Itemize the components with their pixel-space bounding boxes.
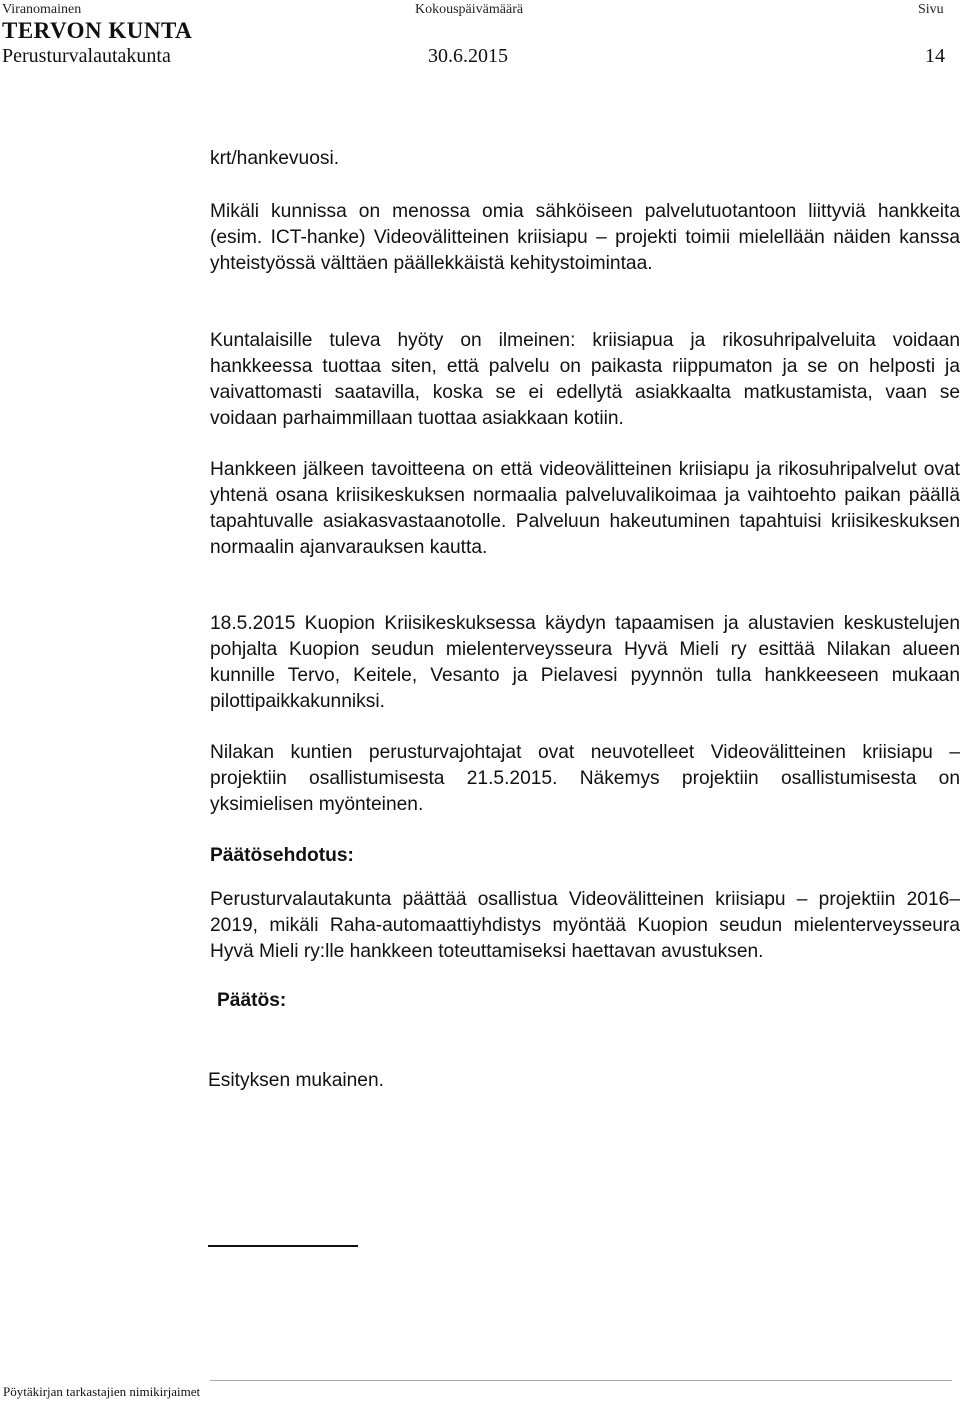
header-authority-label: Viranomainen [2,2,82,17]
paragraph-2: Mikäli kunnissa on menossa omia sähköiseen palvelutuotantoon liittyviä hankkeita (esim. ICT-hanke) Videovälitteinen kriisiapu – projekti toimii mielellään näiden kanssa yhteistyössä välttäen päällekkäistä kehitystoimintaa. [210,201,960,274]
decision-heading: Päätös: [217,990,287,1011]
paragraph-5: 18.5.2015 Kuopion Kriisikeskuksessa käydyn tapaamisen ja alustavien keskustelujen pohjalta Kuopion seudun mielenterveysseura Hyvä Mieli ry esittää Nilakan alueen kunnille Tervo, Keitele, Vesanto ja Pielavesi pyynnön tulla hankkeeseen mukaan pilottipaikkakunniksi. [210,613,960,712]
authority-name: Perusturvalautakunta [2,45,171,67]
header-date-label: Kokouspäivämäärä [415,2,524,17]
signature-line [208,1245,358,1247]
proposal-text: Perusturvalautakunta päättää osallistua Videovälitteinen kriisiapu – projektiin 2016–2019, mikäli Raha-automaattiyhdistys myöntää Kuopion seudun mielenterveysseura Hyvä Mieli ry:lle hankkeen toteuttamiseksi haettavan avustuksen. [210,889,960,962]
page-number: 14 [925,45,945,67]
footer-initials-label: Pöytäkirjan tarkastajien nimikirjaimet [3,1384,201,1399]
paragraph-3: Kuntalaisille tuleva hyöty on ilmeinen: kriisiapua ja rikosuhripalveluita voidaan hankkeessa tuottaa siten, että palvelu on paikasta riippumaton ja se on helposti ja vaivattomasti saatavilla, koska se ei edellytä asiakkaalta matkustamista, vaan se voidaan parhaimmillaan tuottaa asiakkaan kotiin. [210,330,960,429]
proposal-heading: Päätösehdotus: [210,845,354,866]
header-page-label: Sivu [918,2,944,17]
organization-name: TERVON KUNTA [2,18,193,43]
footer-divider [210,1380,952,1381]
paragraph-1: krt/hankevuosi. [210,148,340,169]
paragraph-4: Hankkeen jälkeen tavoitteena on että videovälitteinen kriisiapu ja rikosuhripalvelut ovat yhtenä osana kriisikeskuksen normaalia palveluvalikoimaa ja vaihtoehto paikan päällä tapahtuvalle asiakasvastaanotolle. Palveluun hakeutuminen tapahtuisi kriisikeskuksen normaalin ajanvarauksen kautta. [210,459,960,558]
paragraph-6: Nilakan kuntien perusturvajohtajat ovat neuvotelleet Videovälitteinen kriisiapu – projektiin osallistumisesta 21.5.2015. Näkemys projektiin osallistumisesta on yksimielisen myönteinen. [210,742,960,815]
meeting-date: 30.6.2015 [428,45,508,67]
decision-text: Esityksen mukainen. [208,1070,384,1091]
